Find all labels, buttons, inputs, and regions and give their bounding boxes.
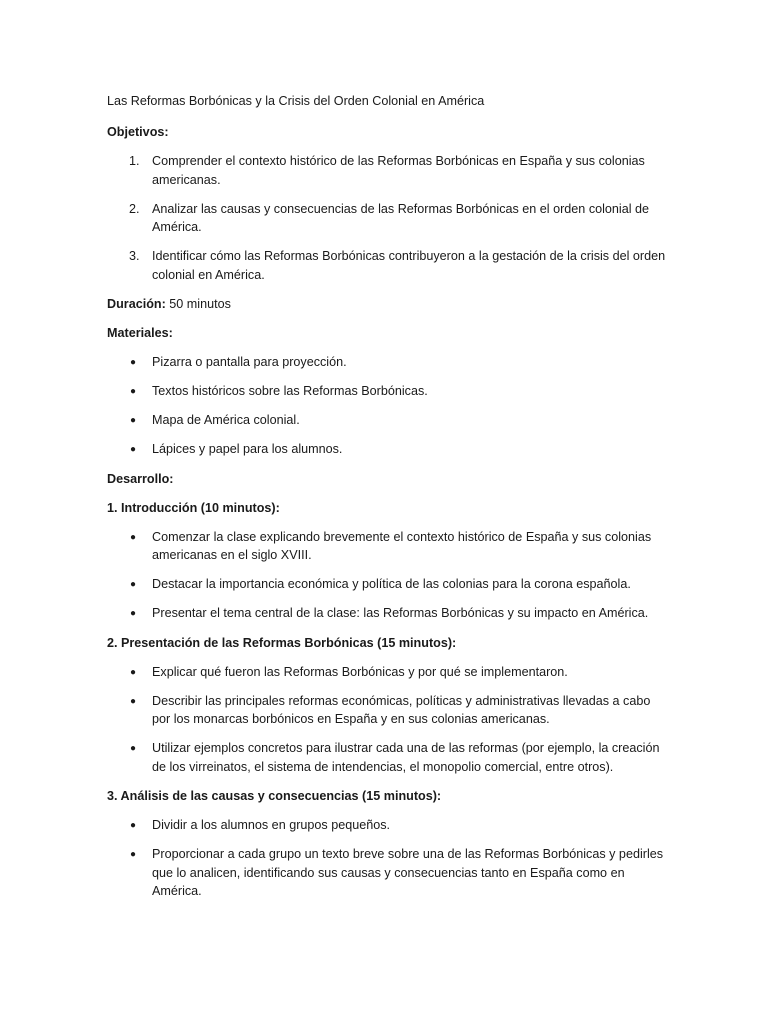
section-list-analysis [107, 816, 668, 901]
development-heading: Desarrollo: [107, 471, 174, 486]
objectives-list [107, 152, 668, 284]
list-item [107, 692, 668, 729]
list-item [107, 663, 668, 682]
section-list-introduction [107, 528, 668, 623]
list-item [107, 200, 668, 237]
bullet-icon: ● [130, 386, 137, 397]
list-number: 3. [129, 249, 140, 263]
list-item [107, 604, 668, 623]
duration-line [107, 295, 668, 313]
list-number: 2. [129, 201, 140, 216]
duration-value: 50 minutos [165, 297, 231, 311]
bullet-icon: ● [130, 608, 137, 619]
bullet-icon: ● [130, 579, 137, 590]
document-title: Las Reformas Borbónicas y la Crisis del Orden Colonial en América [107, 94, 485, 108]
materials-list [107, 353, 668, 459]
list-item-text: Comprender el contexto histórico de las Reformas Borbónicas en España y sus colonias americanas. [152, 154, 645, 187]
list-item-text: Presentar el tema central de la clase: las Reformas Borbónicas y su impacto en América. [152, 606, 649, 620]
list-item [107, 739, 668, 776]
list-item [107, 152, 668, 189]
section-heading-analysis: 3. Análisis de las causas y consecuencias (15 minutos): [107, 789, 442, 803]
materials-heading: Materiales: [107, 326, 173, 340]
bullet-icon: ● [130, 666, 137, 678]
list-item-text: Pizarra o pantalla para proyección. [152, 355, 347, 369]
bullet-icon: ● [130, 695, 137, 707]
bullet-icon: ● [130, 820, 137, 831]
list-item-text: Mapa de América colonial. [152, 413, 300, 427]
duration-label: Duración: [107, 297, 166, 311]
bullet-icon: ● [130, 357, 137, 368]
list-item [107, 816, 668, 835]
section-heading-introduction: 1. Introducción (10 minutos): [107, 500, 280, 515]
bullet-icon: ● [130, 531, 137, 543]
bullet-icon: ● [130, 743, 137, 754]
list-item [107, 353, 668, 372]
list-item [107, 528, 668, 565]
list-item-text: Comenzar la clase explicando brevemente el contexto histórico de España y sus colonias americanas en el siglo XVIII. [152, 529, 652, 562]
list-item [107, 440, 668, 459]
list-item-text: Analizar las causas y consecuencias de las Reformas Borbónicas en el orden colonial de América. [152, 201, 650, 234]
list-item-text: Describir las principales reformas económicas, políticas y administrativas llevadas a cabo por los monarcas borbónicos en España y en sus colonias americanas. [152, 693, 651, 726]
list-item [107, 411, 668, 430]
bullet-icon: ● [130, 444, 137, 455]
list-item [107, 247, 668, 284]
list-item-text: Explicar qué fueron las Reformas Borbónicas y por qué se implementaron. [152, 664, 568, 679]
list-item [107, 382, 668, 401]
list-item-text: Textos históricos sobre las Reformas Borbónicas. [152, 384, 428, 398]
list-item-text: Lápices y papel para los alumnos. [152, 442, 343, 456]
list-item-text: Identificar cómo las Reformas Borbónicas contribuyeron a la gestación de la crisis del orden colonial en América. [152, 249, 666, 282]
list-item-text: Utilizar ejemplos concretos para ilustrar cada una de las reformas (por ejemplo, la creación de los virreinatos, el sistema de intendencias, el monopolio comercial, entre otros). [152, 741, 660, 774]
bullet-icon: ● [130, 849, 137, 860]
list-item [107, 845, 668, 901]
bullet-icon: ● [130, 415, 137, 426]
list-item-text: Destacar la importancia económica y política de las colonias para la corona española. [152, 577, 631, 591]
objectives-heading: Objetivos: [107, 125, 169, 139]
list-item [107, 575, 668, 594]
list-item-text: Dividir a los alumnos en grupos pequeños. [152, 818, 391, 832]
section-heading-presentation: 2. Presentación de las Reformas Borbónicas (15 minutos): [107, 635, 457, 650]
list-item-text: Proporcionar a cada grupo un texto breve sobre una de las Reformas Borbónicas y pedirles que lo analicen, identificando sus causas y consecuencias tanto en España como en América. [152, 847, 664, 898]
list-number: 1. [129, 154, 140, 168]
section-list-presentation [107, 663, 668, 777]
